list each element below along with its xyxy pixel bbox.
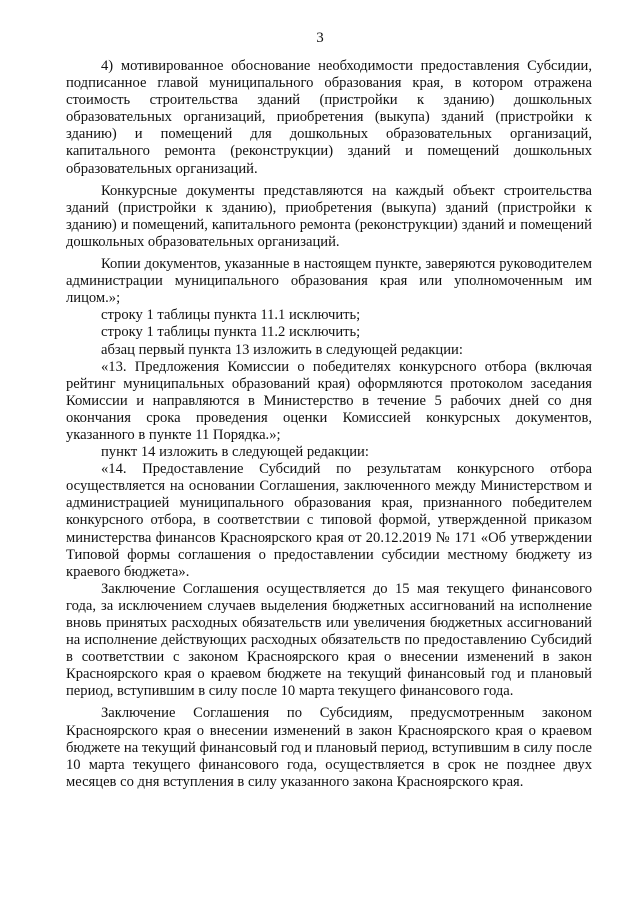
paragraph-agreement-deadline: Заключение Соглашения осуществляется до 15 мая текущего финансового года, за исключением случаев выделения бюджетных ассигнований на исполнение вновь принятых расходных обязательств или увеличения бюджетных ассигнований на исполнение действующих расходных обязательств по предоставлению Субсидий в соответствии с законом Красноярского края о внесении изменений в закон Красноярского края о краевом бюджете на текущий финансовый год и плановый период, вступившим в силу после 10 марта текущего финансового года. (66, 580, 592, 700)
paragraph-agreement-special-terms: Заключение Соглашения по Субсидиям, предусмотренным законом Красноярского края о внесении изменений в закон Красноярского края о краевом бюджете на текущий финансовый год и плановый период, вступившим в силу после 10 марта текущего финансового года, осуществляется в срок не позднее двух месяцев со дня вступления в силу указанного закона Красноярского края. (66, 705, 592, 790)
paragraph-item-14-text: «14. Предоставление Субсидий по результатам конкурсного отбора осуществляется на основании Соглашения, заключенного между Министерством и администрацией муниципального образования края, признанного победителем конкурсного отбора, в соответствии с типовой формой, утвержденной приказом министерства финансов Красноярского края от 20.12.2019 № 171 «Об утверждении Типовой формы соглашения о предоставлении субсидии местному бюджету из краевого бюджета». (66, 461, 592, 580)
paragraph-document-copies: Копии документов, указанные в настоящем пункте, заверяются руководителем администрации муниципального образования края или уполномоченным им лицом.»; (66, 256, 592, 307)
paragraph-item-13-text: «13. Предложения Комиссии о победителях конкурсного отбора (включая рейтинг муниципальных образований края) оформляются протоколом заседания Комиссии и направляются в Министерство в течение 5 рабочих дней со дня окончания срока проведения оценки Комиссией конкурсных документов, указанного в пункте 11 Порядка.»; (66, 358, 592, 443)
page-number: 3 (316, 30, 324, 46)
document-body (66, 58, 592, 791)
paragraph-item-4-justification: 4) мотивированное обоснование необходимости предоставления Субсидии, подписанное главой муниципального образования края, в котором отражена стоимость строительства зданий (пристройки к зданию) дошкольных образовательных организаций, приобретения (выкупа) зданий (пристройки к зданию) и помещений для дошкольных образовательных организаций, капитального ремонта (реконструкции) зданий и помещений дошкольных образовательных организаций. (66, 58, 592, 177)
paragraph-competition-documents: Конкурсные документы представляются на каждый объект строительства зданий (пристройки к зданию), приобретения (выкупа) зданий (пристройки к зданию) и помещений, капитального ремонта (реконструкции) зданий и помещений дошкольных образовательных организаций. (66, 182, 592, 250)
paragraph-table-11-2-row: строку 1 таблицы пункта 11.2 исключить; (101, 324, 361, 341)
paragraph-table-11-1-row: строку 1 таблицы пункта 11.1 исключить; (101, 307, 361, 324)
paragraph-item-14-intro: пункт 14 изложить в следующей редакции: (101, 444, 369, 461)
paragraph-item-13-intro: абзац первый пункта 13 изложить в следующей редакции: (101, 341, 463, 358)
